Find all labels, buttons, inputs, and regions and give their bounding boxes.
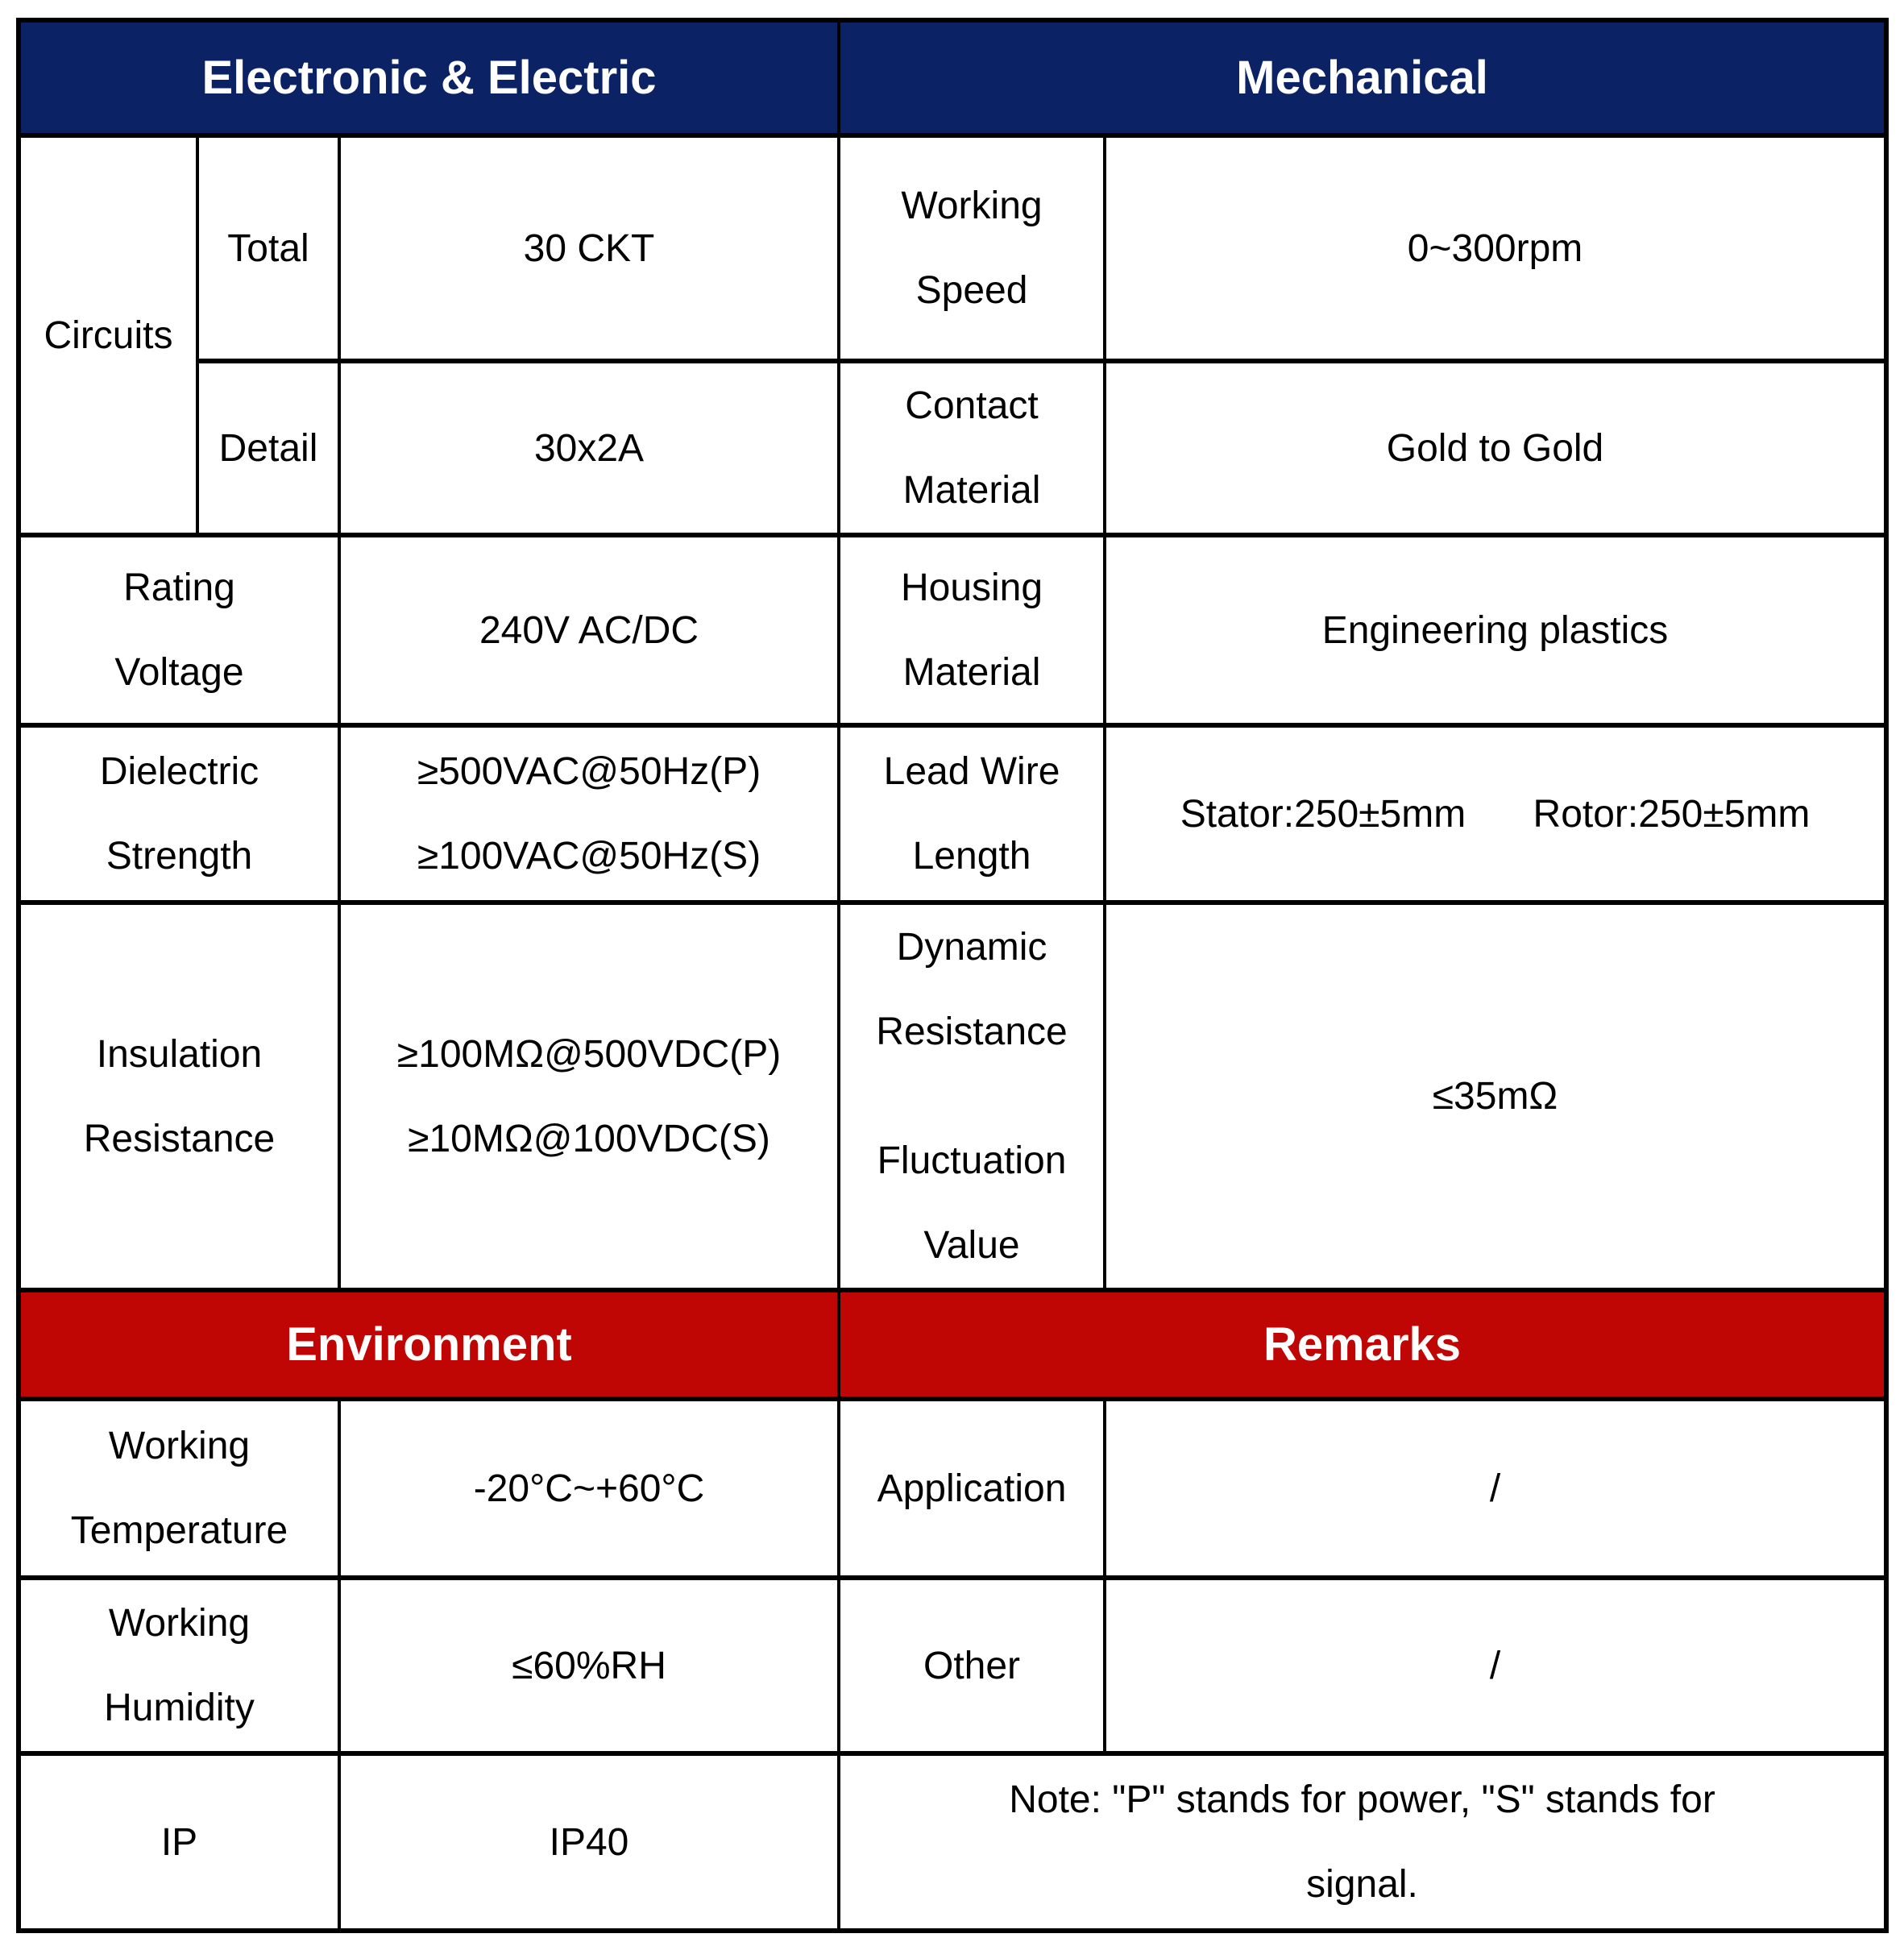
working-speed-label-lines xyxy=(845,164,1098,333)
cell-ip-value: IP40 xyxy=(339,1753,839,1931)
cell-rating-voltage-label xyxy=(19,535,339,725)
cell-circuits-label: Circuits xyxy=(19,135,197,535)
insulation-resistance-value-lines xyxy=(346,1012,832,1181)
label-line: Length xyxy=(912,835,1031,878)
row-rating-voltage xyxy=(19,535,1886,725)
cell-housing-material-value: Engineering plastics xyxy=(1105,535,1886,725)
cell-other-label: Other xyxy=(839,1578,1105,1753)
label-line: Insulation xyxy=(96,1032,263,1076)
header-mechanical: Mechanical xyxy=(839,20,1886,135)
cell-lead-wire-length-value xyxy=(1105,725,1886,903)
label-line: Rating xyxy=(123,566,235,609)
cell-application-value: / xyxy=(1105,1399,1886,1578)
label-line: Dielectric xyxy=(99,750,259,793)
section-header-row-top xyxy=(19,20,1886,135)
working-temperature-label-lines xyxy=(26,1404,333,1573)
row-working-temperature xyxy=(19,1399,1886,1578)
label-line: Working xyxy=(108,1602,251,1645)
cell-working-speed-value: 0~300rpm xyxy=(1105,135,1886,361)
row-working-humidity xyxy=(19,1578,1886,1753)
value-line: ≥100MΩ@500VDC(P) xyxy=(396,1032,782,1076)
label-line: Working xyxy=(901,185,1043,227)
cell-contact-material-label xyxy=(839,361,1105,535)
label-line: Resistance xyxy=(83,1117,276,1160)
label-line: Temperature xyxy=(70,1509,288,1552)
label-line: Contact xyxy=(905,384,1039,427)
label-line: Speed xyxy=(915,269,1028,312)
label-line: Material xyxy=(902,469,1041,512)
label-line: Working xyxy=(108,1425,251,1467)
spec-table xyxy=(16,18,1889,1933)
label-line: Resistance xyxy=(876,1010,1068,1053)
cell-working-temperature-label xyxy=(19,1399,339,1578)
cell-dielectric-strength-value xyxy=(339,725,839,903)
header-environment: Environment xyxy=(19,1290,839,1399)
value-part: Stator:250±5mm xyxy=(1180,792,1466,836)
cell-circuits-total-value: 30 CKT xyxy=(339,135,839,361)
value-part: Rotor:250±5mm xyxy=(1533,792,1811,836)
cell-circuits-detail-value: 30x2A xyxy=(339,361,839,535)
fluctuation-value-label-group xyxy=(845,1118,1098,1288)
label-line: Value xyxy=(923,1224,1020,1267)
cell-note xyxy=(839,1753,1886,1931)
working-humidity-label-lines xyxy=(26,1581,333,1750)
row-circuits-detail xyxy=(19,361,1886,535)
section-header-row-bottom xyxy=(19,1290,1886,1399)
cell-contact-material-value: Gold to Gold xyxy=(1105,361,1886,535)
cell-dynamic-resistance-value: ≤35mΩ xyxy=(1105,903,1886,1290)
label-line: Fluctuation xyxy=(877,1139,1067,1182)
cell-rating-voltage-value: 240V AC/DC xyxy=(339,535,839,725)
note-line: signal. xyxy=(1306,1863,1418,1906)
label-line: Dynamic xyxy=(896,926,1047,969)
cell-working-humidity-value: ≤60%RH xyxy=(339,1578,839,1753)
value-line: ≥100VAC@50Hz(S) xyxy=(417,835,761,878)
label-line: Housing xyxy=(900,566,1043,609)
cell-other-value: / xyxy=(1105,1578,1886,1753)
cell-working-speed-label xyxy=(839,135,1105,361)
cell-insulation-resistance-label xyxy=(19,903,339,1290)
cell-insulation-resistance-value xyxy=(339,903,839,1290)
rating-voltage-label-lines xyxy=(26,546,333,715)
insulation-resistance-label-lines xyxy=(26,1012,333,1181)
lead-wire-length-value-parts xyxy=(1111,772,1879,857)
label-line: Voltage xyxy=(114,651,244,694)
note-lines xyxy=(845,1757,1879,1927)
contact-material-label-lines xyxy=(845,363,1098,533)
dielectric-strength-label-lines xyxy=(26,729,333,898)
cell-circuits-detail-label: Detail xyxy=(197,361,339,535)
label-line: Lead Wire xyxy=(883,750,1060,793)
label-line: Strength xyxy=(106,835,253,878)
header-remarks: Remarks xyxy=(839,1290,1886,1399)
label-line: Material xyxy=(902,651,1041,694)
row-ip-note xyxy=(19,1753,1886,1931)
cell-housing-material-label xyxy=(839,535,1105,725)
lead-wire-length-label-lines xyxy=(845,729,1098,898)
cell-application-label: Application xyxy=(839,1399,1105,1578)
cell-ip-label: IP xyxy=(19,1753,339,1931)
label-line: Humidity xyxy=(104,1687,255,1729)
value-line: ≥500VAC@50Hz(P) xyxy=(417,750,761,793)
cell-working-humidity-label xyxy=(19,1578,339,1753)
row-insulation-resistance xyxy=(19,903,1886,1290)
cell-working-temperature-value: -20°C~+60°C xyxy=(339,1399,839,1578)
row-circuits-total xyxy=(19,135,1886,361)
dynamic-resistance-label-group xyxy=(845,905,1098,1074)
cell-lead-wire-length-label xyxy=(839,725,1105,903)
note-line: Note: "P" stands for power, "S" stands for xyxy=(1009,1778,1715,1821)
value-line: ≥10MΩ@100VDC(S) xyxy=(408,1117,770,1160)
dielectric-strength-value-lines xyxy=(346,729,832,898)
row-dielectric-strength xyxy=(19,725,1886,903)
cell-circuits-total-label: Total xyxy=(197,135,339,361)
header-electronic-electric: Electronic & Electric xyxy=(19,20,839,135)
cell-dielectric-strength-label xyxy=(19,725,339,903)
cell-dynamic-resistance-label xyxy=(839,903,1105,1290)
housing-material-label-lines xyxy=(845,546,1098,715)
